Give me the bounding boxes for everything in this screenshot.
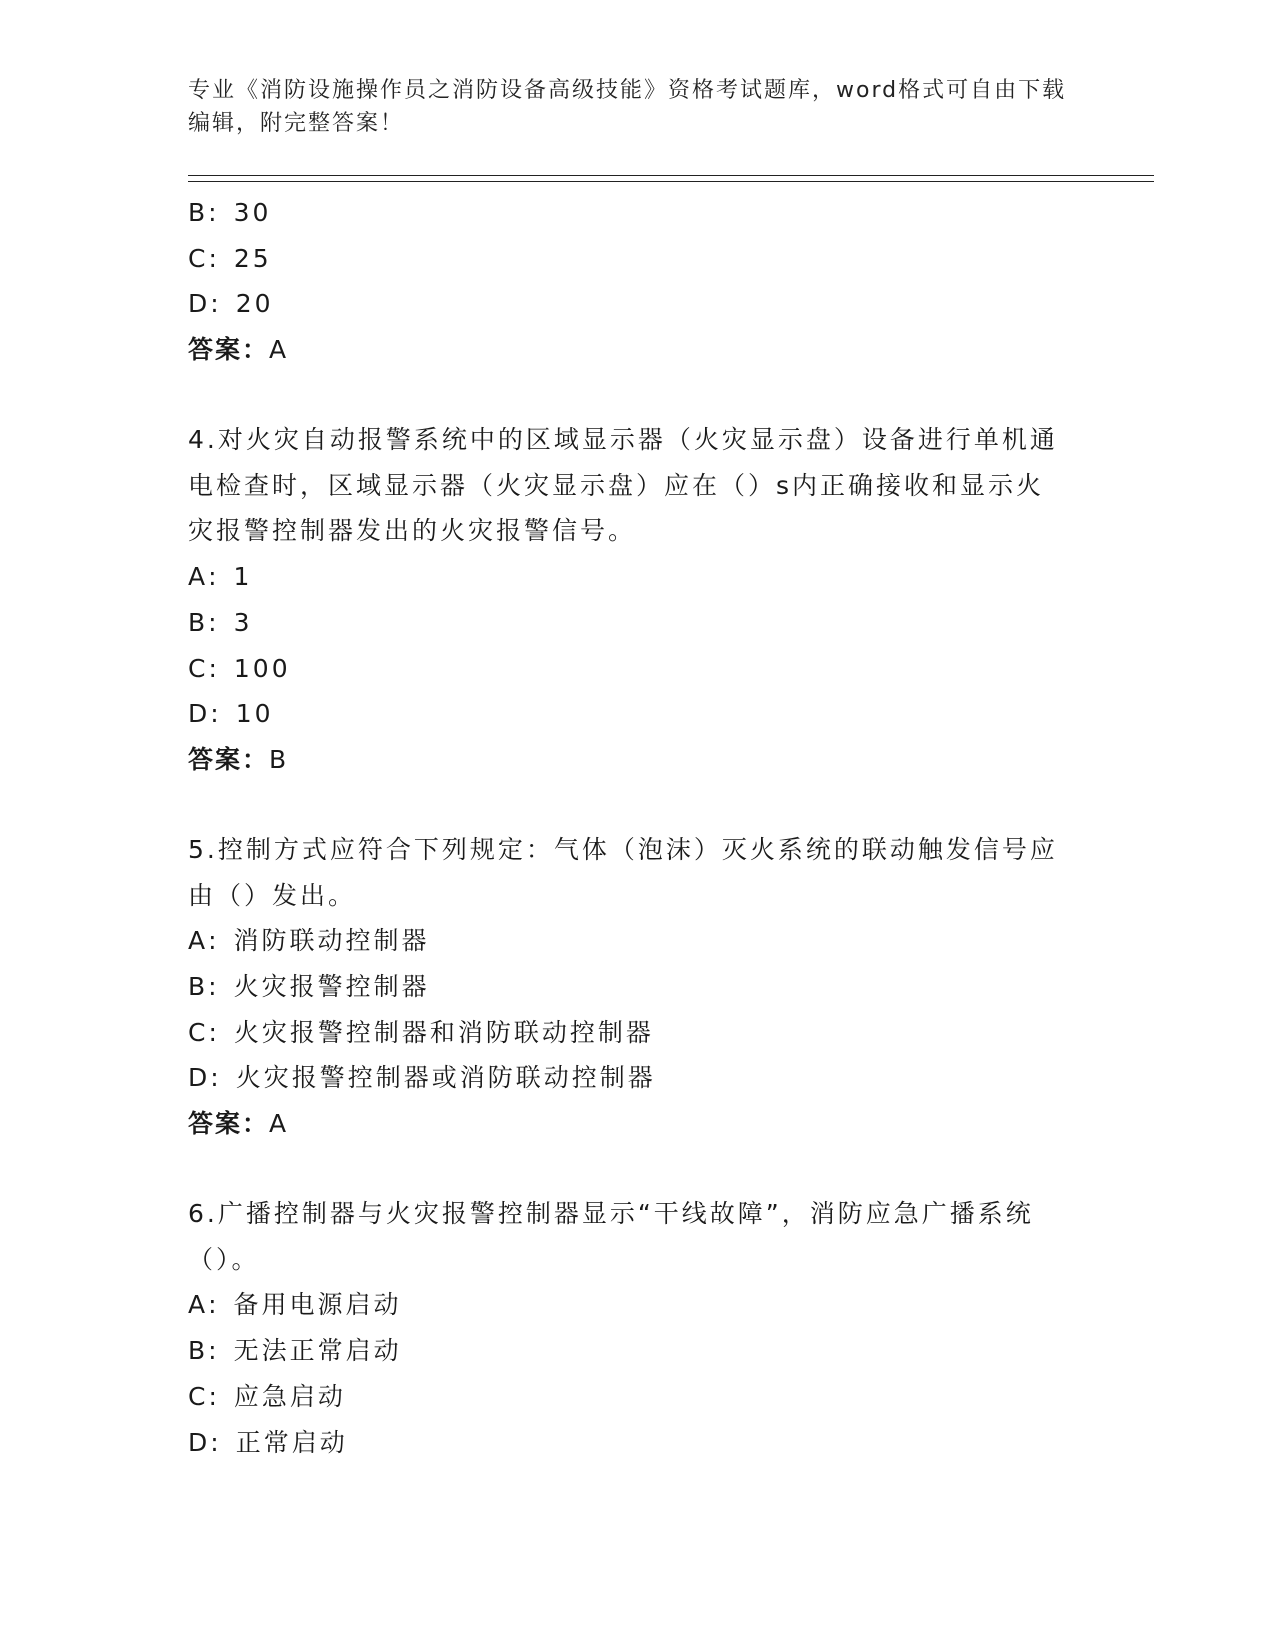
option-d: D: 正常启动: [188, 1427, 348, 1457]
option-text: 25: [233, 243, 272, 273]
option-text: 100: [233, 653, 291, 683]
answer-value: B: [269, 744, 289, 774]
option-text: 30: [233, 198, 272, 227]
option-d: D: 20: [188, 289, 274, 319]
option-text: 无法正常启动: [233, 1336, 402, 1366]
option-c: C: 应急启动: [188, 1381, 346, 1411]
option-a: A: 备用电源启动: [188, 1290, 402, 1320]
answer-line: [188, 737, 1088, 783]
question-content: [188, 190, 1088, 1465]
answer-value: A: [269, 335, 289, 365]
option-text: 20: [235, 289, 274, 319]
question-6-text: 6.广播控制器与火灾报警控制器显示“干线故障”，消防应急广播系统（）。: [188, 1199, 1034, 1274]
option-text: 消防联动控制器: [233, 926, 430, 956]
answer-line: [188, 1101, 1088, 1147]
answer-label: 答案：: [188, 335, 270, 365]
header-rule-top: [188, 175, 1154, 176]
option-text: 1: [233, 562, 253, 592]
option-c: C: 火灾报警控制器和消防联动控制器: [188, 1017, 654, 1047]
option-text: 火灾报警控制器或消防联动控制器: [235, 1063, 656, 1093]
option-b: B: 火灾报警控制器: [188, 972, 430, 1002]
answer-line: [188, 327, 1088, 373]
option-d: D: 10: [188, 699, 274, 729]
option-text: 3: [233, 607, 253, 637]
option-a: A: 1: [188, 562, 253, 592]
header-rule-bottom: [188, 181, 1154, 182]
option-a: A: 消防联动控制器: [188, 926, 430, 956]
question-5-text: 5.控制方式应符合下列规定：气体（泡沫）灭火系统的联动触发信号应由（）发出。: [188, 834, 1058, 910]
answer-label: 答案：: [188, 744, 270, 774]
option-b: B: 30: [188, 198, 272, 227]
option-text: 正常启动: [235, 1427, 348, 1457]
question-4-text: 4.对火灾自动报警系统中的区域显示器（火灾显示盘）设备进行单机通电检查时，区域显示器（火灾显示盘）应在（）s内正确接收和显示火灾报警控制器发出的火灾报警信号。: [188, 425, 1058, 546]
answer-label: 答案：: [188, 1109, 270, 1139]
option-d: D: 火灾报警控制器或消防联动控制器: [188, 1063, 656, 1093]
option-text: 备用电源启动: [233, 1290, 402, 1320]
option-text: 火灾报警控制器: [233, 972, 430, 1002]
option-b: B: 无法正常启动: [188, 1336, 402, 1366]
option-c: C: 25: [188, 243, 272, 273]
option-text: 10: [235, 699, 274, 729]
option-text: 火灾报警控制器和消防联动控制器: [233, 1017, 654, 1047]
document-header: 专业《消防设施操作员之消防设备高级技能》资格考试题库，word格式可自由下载编辑，附完整答案！: [188, 78, 1067, 136]
answer-value: A: [269, 1109, 289, 1139]
option-c: C: 100: [188, 653, 291, 683]
option-b: B: 3: [188, 607, 253, 637]
option-text: 应急启动: [233, 1381, 346, 1411]
